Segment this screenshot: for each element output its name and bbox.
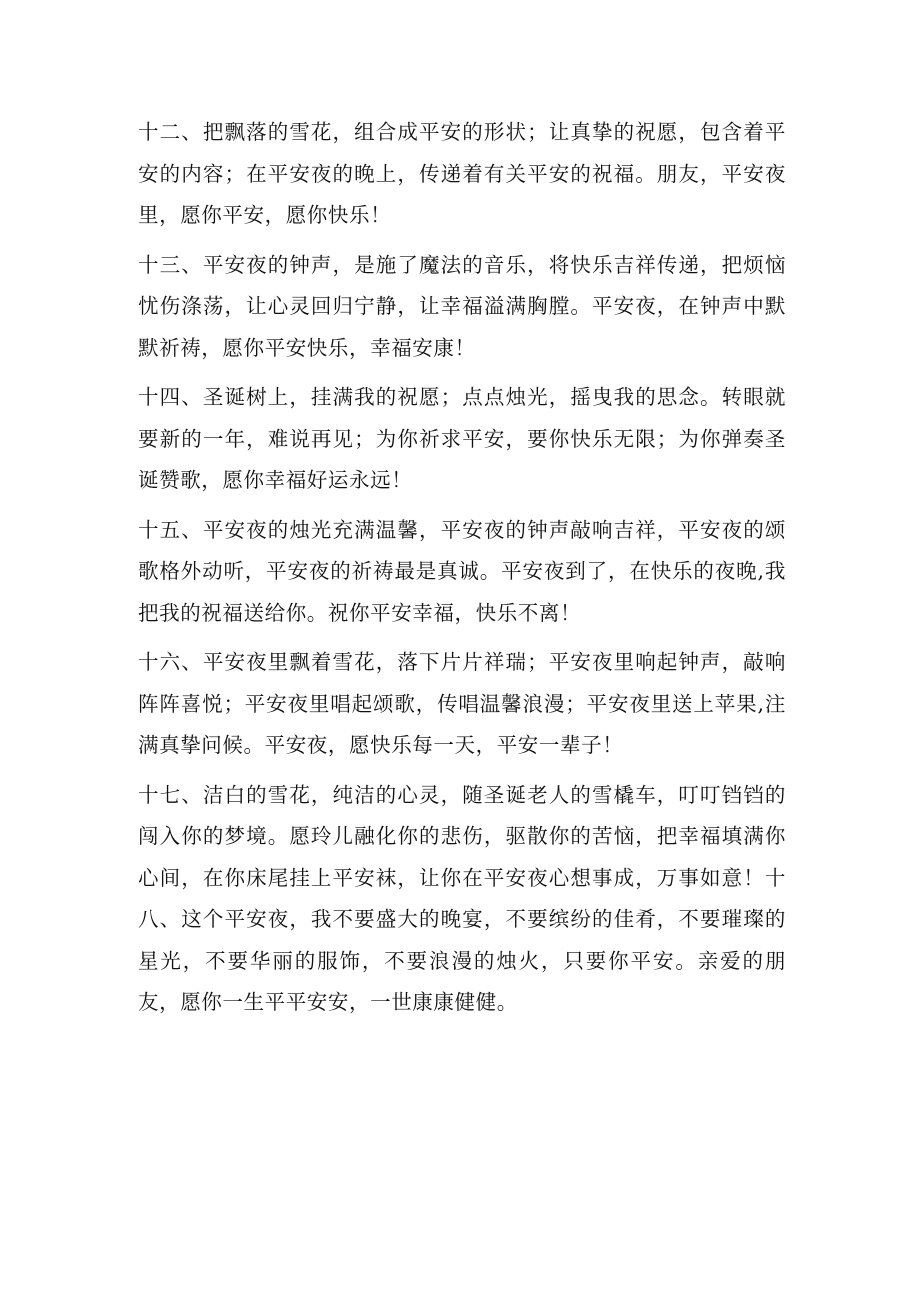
paragraph-16: 十六、平安夜里飘着雪花，落下片片祥瑞；平安夜里响起钟声，敲响阵阵喜悦；平安夜里唱起颂歌，传唱温馨浪漫；平安夜里送上苹果,注满真挚问候。平安夜，愿快乐每一天，平安一辈子！ xyxy=(138,650,786,757)
paragraph-15: 十五、平安夜的烛光充满温馨，平安夜的钟声敲响吉祥，平安夜的颂歌格外动听，平安夜的祈祷最是真诚。平安夜到了，在快乐的夜晚,我把我的祝福送给你。祝你平安幸福，快乐不离！ xyxy=(138,517,786,625)
paragraph-12: 十二、把飘落的雪花，组合成平安的形状；让真挚的祝愿，包含着平安的内容；在平安夜的晚上，传递着有关平安的祝福。朋友，平安夜里，愿你平安，愿你快乐！ xyxy=(138,120,786,227)
paragraph-17: 十七、洁白的雪花，纯洁的心灵，随圣诞老人的雪橇车，叮叮铛铛的闯入你的梦境。愿玲儿融化你的悲伤，驱散你的苦恼，把幸福填满你心间，在你床尾挂上平安袜，让你在平安夜心想事成，万事如意！十八、这个平安夜，我不要盛大的晚宴，不要缤纷的佳肴，不要璀璨的星光，不要华丽的服饰，不要浪漫的烛火，只要你平安。亲爱的朋友，愿你一生平平安安，一世康康健健。 xyxy=(138,782,786,1014)
paragraph-14: 十四、圣诞树上，挂满我的祝愿；点点烛光，摇曳我的思念。转眼就要新的一年，难说再见；为你祈求平安，要你快乐无限；为你弹奏圣诞赞歌，愿你幸福好运永远！ xyxy=(138,385,786,492)
document-body xyxy=(138,112,786,1032)
paragraph-13: 十三、平安夜的钟声，是施了魔法的音乐，将快乐吉祥传递，把烦恼忧伤涤荡，让心灵回归宁静，让幸福溢满胸膛。平安夜，在钟声中默默祈祷，愿你平安快乐，幸福安康！ xyxy=(138,252,786,360)
